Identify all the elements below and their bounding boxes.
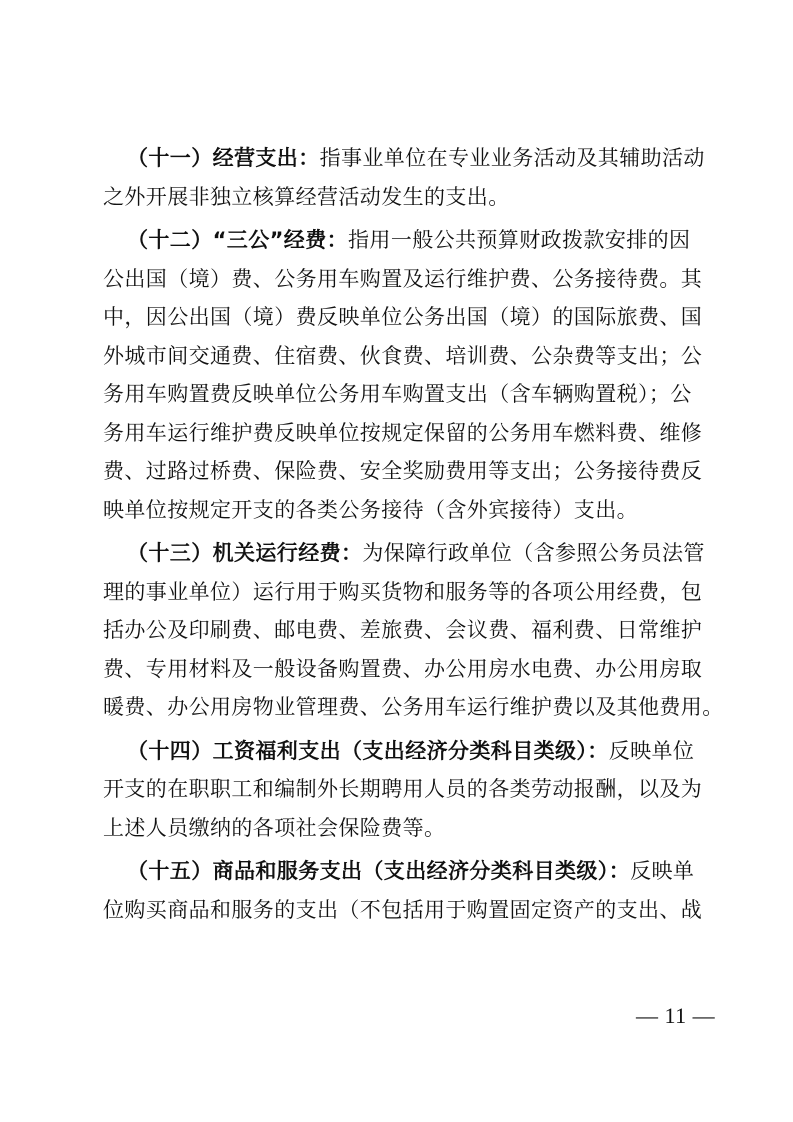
paragraph-line: 中，因公出国（境）费反映单位公务出国（境）的国际旅费、国 xyxy=(103,305,703,329)
paragraph-text: 反映单位 xyxy=(608,738,695,763)
paragraph-text: 指事业单位在专业业务活动及其辅助活动 xyxy=(319,146,705,170)
paragraph-line: 括办公及印刷费、邮电费、差旅费、会议费、福利费、日常维护 xyxy=(103,618,703,642)
paragraph-line: 暖费、办公用房物业管理费、公务用车运行维护费以及其他费用。 xyxy=(103,695,724,719)
paragraph-text: 指用一般公共预算财政拨款安排的因 xyxy=(348,228,691,252)
paragraph-item-14 xyxy=(103,732,703,848)
term-heading: （十二）“三公”经费： xyxy=(127,228,349,252)
paragraph-first-line xyxy=(103,534,705,573)
paragraph-first-line xyxy=(103,221,691,260)
paragraph-line: 理的事业单位）运行用于购买货物和服务等的各项公用经费，包 xyxy=(103,579,703,604)
paragraph-text: 反映单 xyxy=(630,859,695,883)
paragraph-text: 为保障行政单位（含参照公务员法管 xyxy=(362,541,705,565)
paragraph-line: 费、过路过桥费、保险费、安全奖励费用等支出；公务接待费反 xyxy=(103,459,703,483)
document-body xyxy=(103,139,724,934)
paragraph-line: 务用车运行维护费反映单位按规定保留的公务用车燃料费、维修 xyxy=(103,420,703,445)
paragraph-first-line xyxy=(103,732,695,771)
paragraph-item-11 xyxy=(103,139,705,216)
paragraph-item-13 xyxy=(103,534,724,727)
paragraph-line: 上述人员缴纳的各项社会保险费等。 xyxy=(103,815,446,840)
paragraph-item-15 xyxy=(103,852,703,929)
paragraph-line: 公出国（境）费、公务用车购置及运行维护费、公务接待费。其 xyxy=(103,266,703,291)
paragraph-line: 开支的在职职工和编制外长期聘用人员的各类劳动报酬，以及为 xyxy=(103,777,703,801)
paragraph-line: 映单位按规定开支的各类公务接待（含外宾接待）支出。 xyxy=(103,497,638,522)
paragraph-item-12 xyxy=(103,221,703,529)
paragraph-line: 费、专用材料及一般设备购置费、办公用房水电费、办公用房取 xyxy=(103,656,703,681)
term-heading: （十三）机关运行经费： xyxy=(127,541,363,565)
page-number: — 11 — xyxy=(636,1003,716,1028)
paragraph-first-line xyxy=(103,139,705,178)
paragraph-line: 外城市间交通费、住宿费、伙食费、培训费、公杂费等支出；公 xyxy=(103,343,703,368)
paragraph-line: 之外开展非独立核算经营活动发生的支出。 xyxy=(103,184,510,209)
term-heading: （十五）商品和服务支出（支出经济分类科目类级）： xyxy=(127,859,631,883)
term-heading: （十四）工资福利支出（支出经济分类科目类级）： xyxy=(127,738,609,763)
paragraph-first-line xyxy=(103,852,695,891)
term-heading: （十一）经营支出： xyxy=(127,146,320,170)
paragraph-line: 位购买商品和服务的支出（不包括用于购置固定资产的支出、战 xyxy=(103,897,703,922)
paragraph-line: 务用车购置费反映单位公务用车购置支出（含车辆购置税）；公 xyxy=(103,382,692,406)
